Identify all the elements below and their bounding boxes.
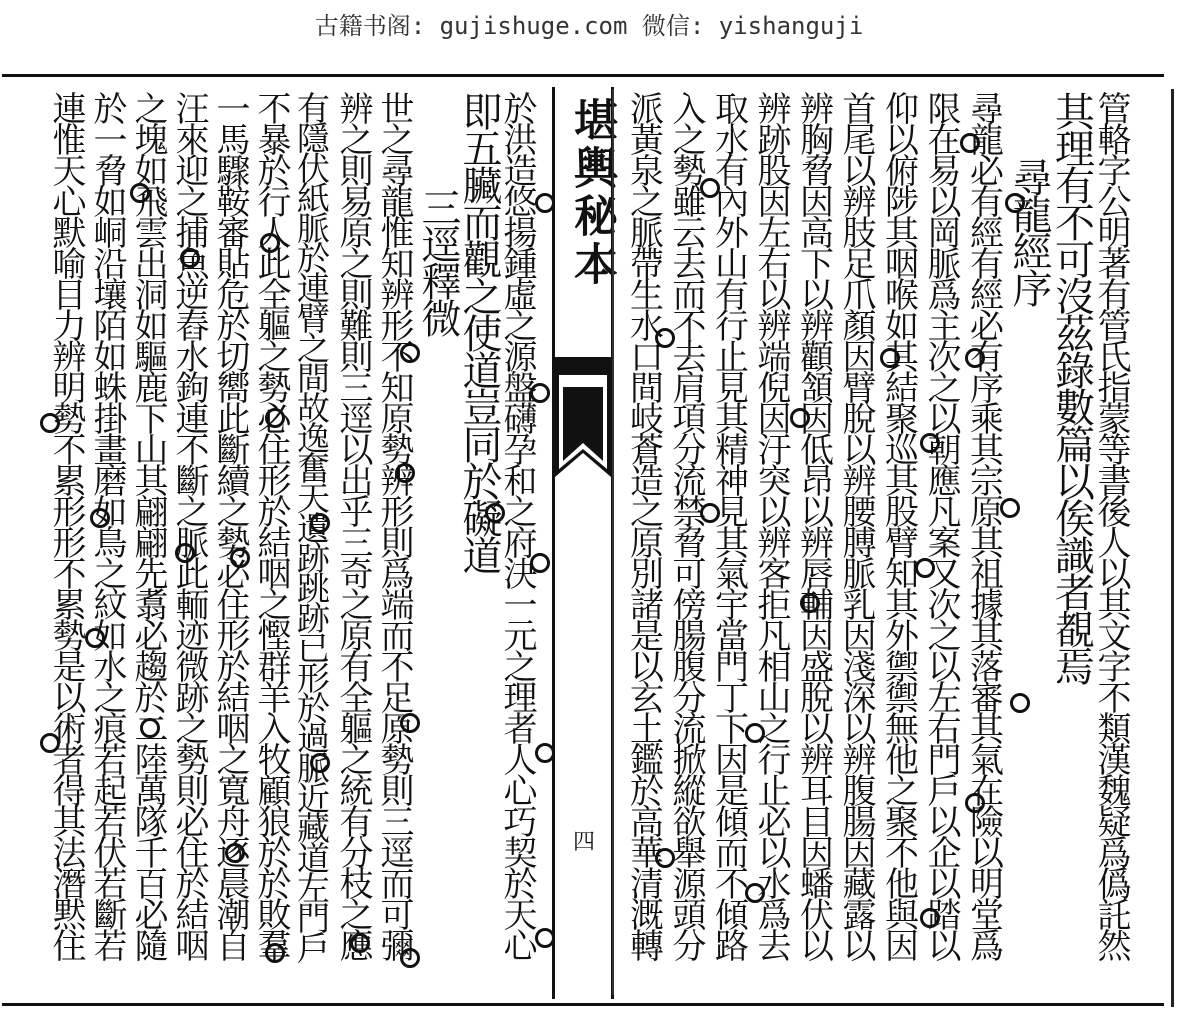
punctuation-circle — [485, 503, 505, 523]
punctuation-circle — [880, 348, 900, 368]
punctuation-circle — [1000, 498, 1020, 518]
left-page-text-column: 辨之則易原之則難則三逕以出乎三奇之原有全軀之統有分枝之應 — [333, 91, 373, 959]
punctuation-circle — [920, 433, 940, 453]
left-page-text-column: 不暴於行人此全軀之勢必住形於結咽之慳群羊入牧顧狼於於敗羣 — [251, 91, 291, 959]
punctuation-circle — [130, 183, 150, 203]
punctuation-circle — [745, 883, 765, 903]
punctuation-circle — [745, 723, 765, 743]
punctuation-circle — [400, 713, 420, 733]
fishtail-mark — [555, 357, 611, 477]
punctuation-circle — [965, 793, 985, 813]
left-page-text-column: 世之尋龍惟知辨形不知原勢辨形則爲端而不足原勢則三逕而可彌 — [374, 91, 414, 959]
punctuation-circle — [310, 753, 330, 773]
left-page-text-column: 連惟天心默喻目力辨明勢不累形形不累勢是以術者得其法潛黙住 — [46, 91, 86, 959]
right-page-text-column: 首尾以辨肢足爪顏因臂脫以辨腰膊脈乳因淺深以辨腹腸因藏露以 — [836, 91, 876, 959]
punctuation-circle — [790, 408, 810, 428]
punctuation-circle — [535, 743, 555, 763]
punctuation-circle — [655, 848, 675, 868]
book-title: 堪輿秘本 — [566, 97, 617, 289]
punctuation-circle — [535, 928, 555, 948]
punctuation-circle — [230, 548, 250, 568]
punctuation-circle — [915, 558, 935, 578]
punctuation-circle — [535, 193, 555, 213]
book-spread — [2, 74, 1164, 1006]
left-page-text-column: 於洪造悠揚鍾虛之源盤礴孕和之府決一元之理者人心巧契於天心 — [497, 91, 537, 959]
left-page-text-column: 汪來迎之捕魚逆舂水鉤連不斷之脈此輀迹微跡之勢則必住於結咽 — [169, 91, 209, 959]
punctuation-circle — [1005, 193, 1025, 213]
right-page-text-column: 辨跡股因左右以辨端倪因汙突以辨客拒凡相山之行止必以水爲去 — [751, 91, 791, 959]
right-page-text-column: 辨胸脅因高下以辨顴頷因低昂以辨唇輔因盛脫以辨耳目因蟠伏以 — [793, 91, 834, 959]
punctuation-circle — [965, 348, 985, 368]
punctuation-circle — [1010, 693, 1030, 713]
right-page-text-column: 仰以俯陟其咽喉如其結聚巡其股臂知其外禦禦無他之聚不他與因 — [878, 91, 919, 959]
punctuation-circle — [265, 943, 285, 963]
left-page-text-column: 一馬驟鞍審貼危於切嚮此斷續之勢必住形於結咽之寬舟逐晨潮自 — [210, 91, 250, 959]
punctuation-circle — [40, 733, 60, 753]
punctuation-circle — [40, 413, 60, 433]
right-page-text-column: 限在易以岡脈爲主次之以朝應凡案又次之以左右門戶以企以踏以 — [921, 91, 961, 959]
punctuation-circle — [530, 383, 550, 403]
left-page-text-column: 即五臟而觀之使道豈同於礙道 — [456, 91, 502, 572]
right-page-text-column: 管輅字公明著有管氏指蒙等書後人以其文字不類漢魏疑爲僞託然 — [1091, 91, 1131, 959]
punctuation-circle — [530, 553, 550, 573]
punctuation-circle — [265, 408, 285, 428]
punctuation-circle — [225, 843, 245, 863]
punctuation-circle — [655, 328, 675, 348]
left-page-text-column: 之塊如飛雲出洞如驅鹿下山其翩翩先翥必趨於二陸萬隊千百必隨 — [128, 91, 168, 959]
punctuation-circle — [700, 178, 720, 198]
punctuation-circle — [400, 343, 420, 363]
left-page-text-column: 有隱伏紙脈於連臂之間故逸奮天遺跡跳跡已形於過脈近藏道左門戶 — [292, 91, 331, 961]
right-page-text-column: 入之勢雖云去而不去肩項分流禁脅可傍腸腹分流掀縱欲舉源頭分 — [666, 91, 706, 959]
right-page-text-column: 尋龍必有經有經必有序乘其宗原其祖據其落審其氣在險以明堂爲 — [963, 91, 1004, 959]
center-fold-column — [552, 87, 617, 999]
punctuation-circle — [395, 463, 415, 483]
punctuation-circle — [140, 718, 160, 738]
punctuation-circle — [90, 508, 110, 528]
punctuation-circle — [400, 948, 420, 968]
punctuation-circle — [700, 503, 720, 523]
left-page-text-column: 於一脅如峒沿壤陌如蛛掛畫磨如鳥之紋如水之痕若起若伏若斷若 — [87, 91, 127, 959]
punctuation-circle — [920, 908, 940, 928]
watermark: 古籍书阁: gujishuge.com 微信: yishanguji — [314, 12, 864, 40]
punctuation-circle — [260, 233, 280, 253]
right-page-text-column: 尋龍經序 — [1006, 157, 1052, 305]
punctuation-circle — [800, 593, 820, 613]
left-page-text-column: 三逕釋微 — [415, 187, 461, 335]
punctuation-circle — [350, 933, 370, 953]
punctuation-circle — [960, 133, 980, 153]
right-page-text-column: 其理有不可沒茲錄數篇以俟識者覩焉 — [1048, 91, 1095, 683]
right-page-text-column: 取水有內外山有行止見其精神見其氣宇當門丁下因是傾而不傾路 — [708, 91, 749, 959]
punctuation-circle — [310, 513, 330, 533]
punctuation-circle — [175, 543, 195, 563]
punctuation-circle — [180, 248, 200, 268]
page-number: 四 — [573, 830, 596, 855]
right-page-text-column: 派黃泉之脈帶生水口間岐蒼造之原別諸是以玄土鑑於高華清溉轉 — [623, 91, 664, 959]
punctuation-circle — [85, 628, 105, 648]
